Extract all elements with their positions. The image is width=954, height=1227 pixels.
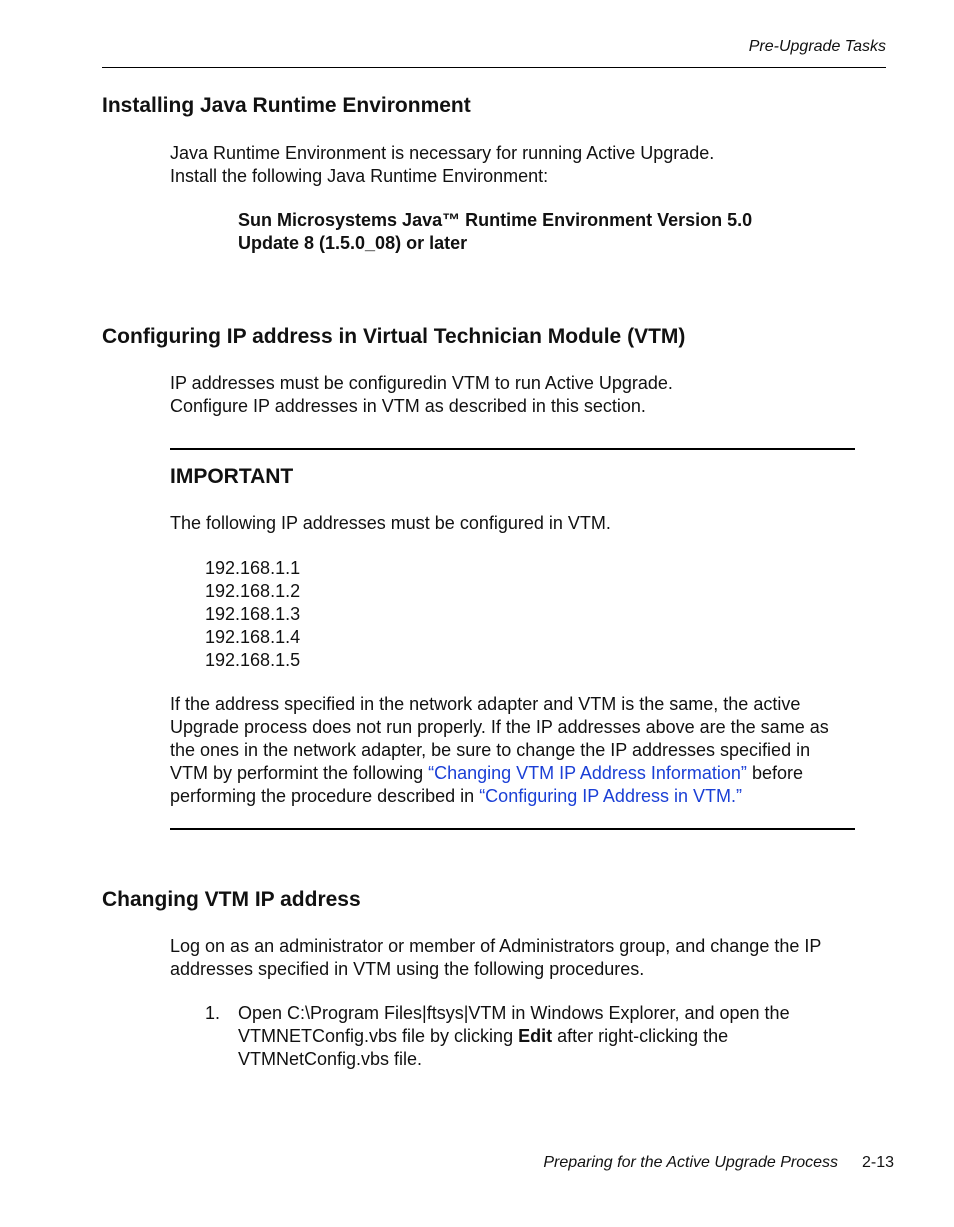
procedure-step xyxy=(205,1002,845,1071)
section-heading-java: Installing Java Runtime Environment xyxy=(102,94,471,117)
important-intro: The following IP addresses must be configured in VTM. xyxy=(170,513,611,533)
note-text: performing the procedure described in xyxy=(170,786,480,806)
java-requirement-line: Update 8 (1.5.0_08) or later xyxy=(238,233,468,253)
important-note xyxy=(170,693,880,808)
footer-chapter-title: Preparing for the Active Upgrade Process xyxy=(543,1154,838,1171)
list-item: 192.168.1.3 xyxy=(205,604,301,624)
change-vtm-paragraph-line: addresses specified in VTM using the following procedures. xyxy=(170,959,645,979)
step-number: 1. xyxy=(205,1003,221,1023)
step-text xyxy=(238,1002,790,1071)
important-bottom-rule xyxy=(170,828,855,830)
vtm-config-paragraph-line: Configure IP addresses in VTM as described in this section. xyxy=(170,396,646,416)
list-item: 192.168.1.2 xyxy=(205,581,301,601)
step-text-part: VTMNETConfig.vbs file by clicking xyxy=(238,1026,519,1046)
note-text: before xyxy=(746,763,803,783)
note-line: the ones in the network adapter, be sure to change the IP addresses specified in xyxy=(170,740,811,760)
java-paragraph xyxy=(170,142,714,188)
section-heading-change-vtm: Changing VTM IP address xyxy=(102,888,361,911)
change-vtm-paragraph xyxy=(170,935,821,981)
step-line xyxy=(238,1025,790,1048)
list-item: 192.168.1.5 xyxy=(205,650,301,670)
change-vtm-paragraph-line: Log on as an administrator or member of Administrators group, and change the IP xyxy=(170,936,822,956)
note-line: Upgrade process does not run properly. If the IP addresses above are the same as xyxy=(170,717,829,737)
link-changing-vtm-ip[interactable]: “Changing VTM IP Address Information” xyxy=(428,763,747,783)
section-heading-vtm-config: Configuring IP address in Virtual Technician Module (VTM) xyxy=(102,325,686,348)
vtm-config-paragraph xyxy=(170,372,673,418)
step-text-part: after right-clicking the xyxy=(552,1026,729,1046)
step-line: Open C:\Program Files|ftsys|VTM in Windows Explorer, and open the xyxy=(238,1003,790,1023)
important-top-rule xyxy=(170,448,855,450)
link-configuring-ip-vtm[interactable]: “Configuring IP Address in VTM.” xyxy=(479,786,742,806)
running-header: Pre-Upgrade Tasks xyxy=(748,38,886,55)
edit-command: Edit xyxy=(518,1026,553,1046)
java-requirement xyxy=(238,209,752,255)
java-paragraph-line: Install the following Java Runtime Environment: xyxy=(170,166,549,186)
note-text: VTM by performint the following xyxy=(170,763,429,783)
java-paragraph-line: Java Runtime Environment is necessary for running Active Upgrade. xyxy=(170,143,715,163)
step-line: VTMNetConfig.vbs file. xyxy=(238,1049,423,1069)
list-item: 192.168.1.4 xyxy=(205,627,301,647)
header-rule xyxy=(102,67,886,68)
list-item: 192.168.1.1 xyxy=(205,558,301,578)
ip-address-list xyxy=(205,557,300,672)
note-line: If the address specified in the network adapter and VTM is the same, the active xyxy=(170,694,801,714)
note-line xyxy=(170,785,880,808)
vtm-config-paragraph-line: IP addresses must be configuredin VTM to run Active Upgrade. xyxy=(170,373,673,393)
important-title: IMPORTANT xyxy=(170,465,294,488)
step-row xyxy=(205,1002,845,1071)
note-line xyxy=(170,762,880,785)
java-requirement-line: Sun Microsystems Java™ Runtime Environment Version 5.0 xyxy=(238,210,753,230)
footer-page-number: 2-13 xyxy=(861,1154,894,1171)
